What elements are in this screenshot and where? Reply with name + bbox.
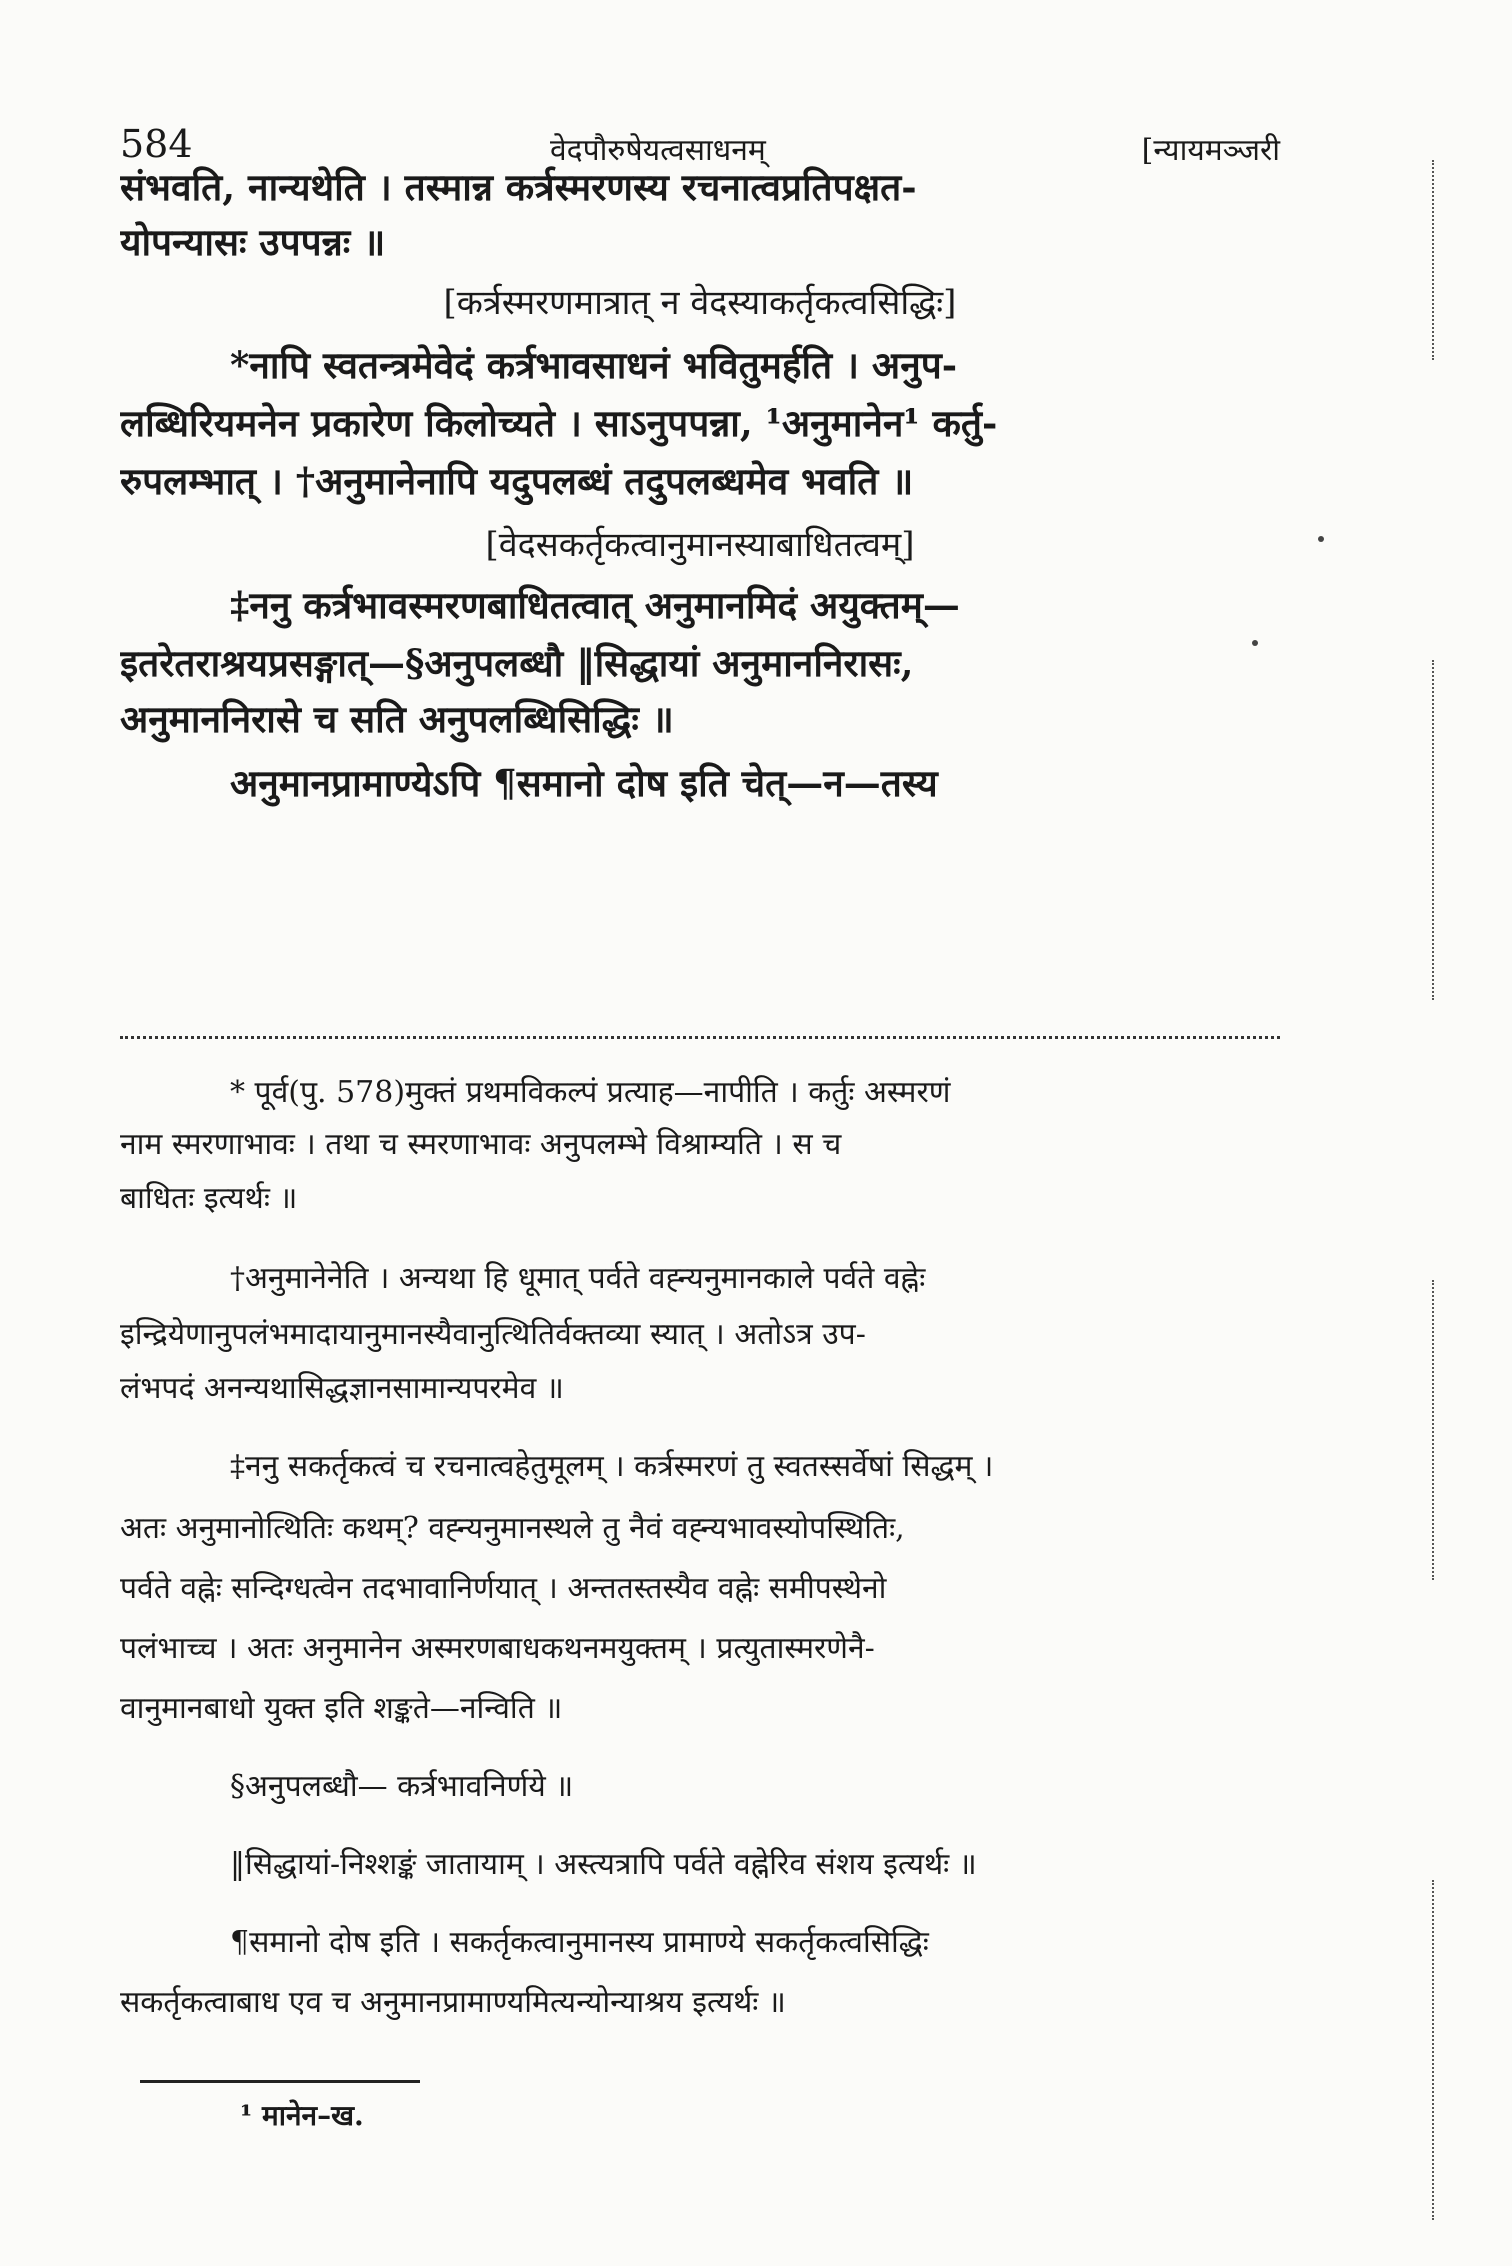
page-number: 584: [120, 122, 193, 166]
main-line: संभवति, नान्यथेति । तस्मान्न कर्त्रस्मरणस्य रचनात्वप्रतिपक्षत-: [120, 165, 917, 209]
note-line: §अनुपलब्धौ— कर्त्रभावनिर्णये ॥: [230, 1769, 574, 1804]
note-line: लंभपदं अनन्यथासिद्धज्ञानसामान्यपरमेव ॥: [120, 1371, 564, 1406]
main-line: *नापि स्वतन्त्रमेवेदं कर्त्रभावसाधनं भवितुमर्हति । अनुप-: [230, 343, 958, 387]
note-line: नाम स्मरणाभावः । तथा च स्मरणाभावः अनुपलम्भे विश्राम्यति । स च: [120, 1127, 842, 1162]
footnote-rule: [140, 2080, 420, 2083]
main-line: लब्धिरियमनेन प्रकारेण किलोच्यते । साऽनुपपन्ना, ¹अनुमानेन¹ कर्तु-: [120, 401, 998, 445]
main-line: इतरेतराश्रयप्रसङ्गात्—§अनुपलब्धौ ‖सिद्धायां अनुमाननिरासः,: [120, 641, 914, 685]
scan-speck: [1318, 536, 1324, 542]
note-line: ¶समानो दोष इति । सकर्तृकत्वानुमानस्य प्रामाण्ये सकर्तृकत्वसिद्धिः: [230, 1925, 929, 1960]
note-line: पर्वते वह्नेः सन्दिग्धत्वेन तदभावानिर्णयात् । अन्ततस्तस्यैव वह्नेः समीपस्थेनो: [120, 1571, 887, 1606]
scan-speck: [1252, 640, 1258, 646]
section-title: [न्यायमञ्जरी: [1141, 133, 1280, 168]
section-heading: [वेदसकर्तृकत्वानुमानस्याबाधितत्वम्]: [485, 525, 915, 565]
note-line: अतः अनुमानोत्थितिः कथम्? वह्न्यनुमानस्थले तु नैवं वह्न्यभावस्योपस्थितिः,: [120, 1511, 905, 1546]
binding-edge-mark: [1432, 1280, 1444, 1580]
note-line: सकर्तृकत्वाबाध एव च अनुमानप्रामाण्यमित्यन्योन्याश्रय इत्यर्थः ॥: [120, 1985, 786, 2020]
running-title: वेदपौरुषेयत्वसाधनम्: [550, 133, 766, 168]
note-line: †अनुमानेनेति । अन्यथा हि धूमात् पर्वते वह्न्यनुमानकाले पर्वते वह्नेः: [230, 1261, 926, 1296]
main-line: ‡ननु कर्त्रभावस्मरणबाधितत्वात् अनुमानमिदं अयुक्तम्—: [230, 583, 960, 627]
note-line: * पूर्व(पु. 578)मुक्तं प्रथमविकल्पं प्रत्याह—नापीति । कर्तुः अस्मरणं: [230, 1075, 951, 1110]
note-line: ‡ननु सकर्तृकत्वं च रचनात्वहेतुमूलम् । कर्त्रस्मरणं तु स्वतस्सर्वेषां सिद्धम् ।: [230, 1449, 994, 1484]
section-heading: [कर्त्रस्मरणमात्रात् न वेदस्याकर्तृकत्वसिद्धिः]: [443, 283, 957, 323]
note-line: वानुमानबाधो युक्त इति शङ्कते—नन्विति ॥: [120, 1691, 563, 1726]
note-line: पलंभाच्च । अतः अनुमानेन अस्मरणबाधकथनमयुक्तम् । प्रत्युतास्मरणेनै-: [120, 1631, 875, 1666]
binding-edge-mark: [1432, 1880, 1444, 2220]
binding-edge-mark: [1432, 160, 1444, 360]
main-line: योपन्यासः उपपन्नः ॥: [120, 220, 386, 264]
footnote: ¹ मानेन–ख.: [240, 2099, 364, 2132]
text-separator: [120, 1036, 1280, 1039]
main-line: अनुमाननिरासे च सति अनुपलब्धिसिद्धिः ॥: [120, 697, 674, 741]
binding-edge-mark: [1432, 660, 1444, 1000]
main-line: रुपलम्भात् । †अनुमानेनापि यदुपलब्धं तदुपलब्धमेव भवति ॥: [120, 459, 914, 503]
main-line: अनुमानप्रामाण्येऽपि ¶समानो दोष इति चेत्—न—तस्य: [230, 761, 938, 805]
note-line: ‖सिद्धायां-निश्शङ्कं जातायाम् । अस्त्यत्रापि पर्वते वह्नेरिव संशय इत्यर्थः ॥: [230, 1847, 977, 1882]
note-line: बाधितः इत्यर्थः ॥: [120, 1181, 298, 1216]
note-line: इन्द्रियेणानुपलंभमादायानुमानस्यैवानुत्थितिर्वक्तव्या स्यात् । अतोऽत्र उप-: [120, 1317, 866, 1352]
